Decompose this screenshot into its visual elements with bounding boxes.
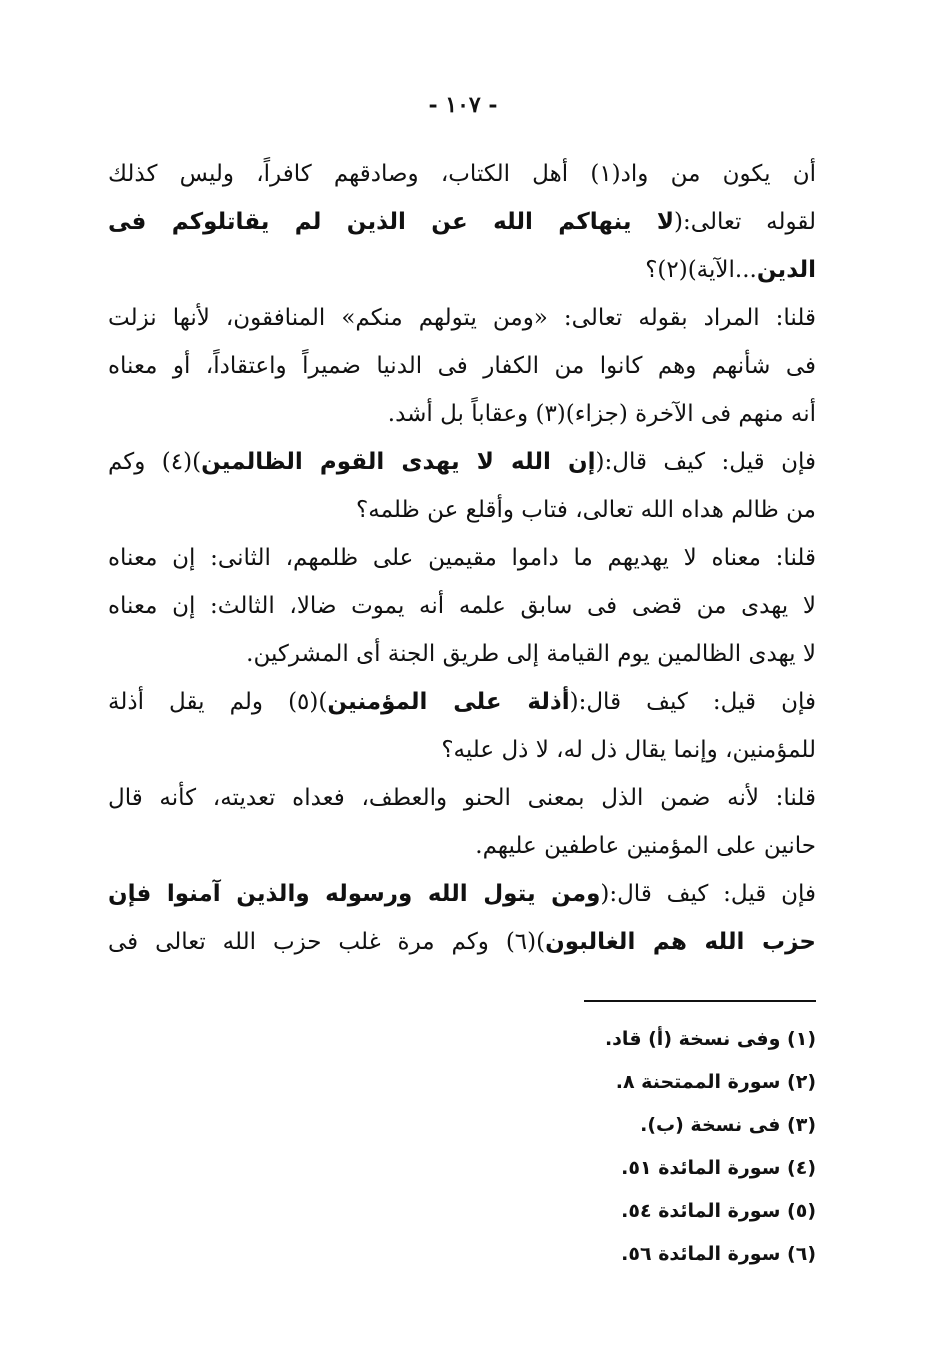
text-line xyxy=(108,630,816,678)
footnote-item: (٥) سورة المائدة ٥٤. xyxy=(621,1200,816,1222)
text-line xyxy=(108,438,816,486)
text-segment: )(٤) وكم xyxy=(108,449,202,475)
text-segment: فى شأنهم وهم كانوا من الكفار فى الدنيا ضميراً واعتقاداً، أو معناه xyxy=(108,353,816,379)
text-segment: أن يكون من واد(١) أهل الكتاب، وصادقهم كافراً، وليس كذلك xyxy=(108,161,816,187)
text-segment: لا يهدى من قضى فى سابق علمه أنه يموت ضالا، الثالث: إن معناه xyxy=(108,593,816,619)
quran-quote: حزب الله هم الغالبون xyxy=(545,929,816,955)
footnote-item: (١) وفى نسخة (أ) قاد. xyxy=(604,1028,816,1050)
text-segment: قلنا: لأنه ضمن الذل بمعنى الحنو والعطف، فعداه تعديته، كأنه قال xyxy=(108,785,816,811)
text-line xyxy=(108,582,816,630)
footnote-item: (٤) سورة المائدة ٥١. xyxy=(621,1157,816,1179)
text-line xyxy=(108,486,816,534)
text-segment: فإن قيل: كيف قال:( xyxy=(600,881,816,907)
text-line xyxy=(108,534,816,582)
text-segment: قلنا: معناه لا يهديهم ما داموا مقيمين على ظلمهم، الثانى: إن معناه xyxy=(108,545,816,571)
text-line xyxy=(108,294,816,342)
text-segment: )(٦) وكم مرة غلب حزب الله تعالى فى xyxy=(108,929,546,955)
body-text xyxy=(108,150,816,966)
text-segment: لا يهدى الظالمين يوم القيامة إلى طريق الجنة أى المشركين. xyxy=(246,641,816,667)
text-line xyxy=(108,198,816,246)
page-number: - ١٠٧ - xyxy=(428,92,498,118)
text-segment: لقوله تعالى:( xyxy=(674,209,816,235)
text-line xyxy=(108,870,816,918)
footnote-item: (٣) فى نسخة (ب). xyxy=(640,1114,816,1136)
quran-quote: أذلة على المؤمنين xyxy=(327,689,570,715)
text-line xyxy=(108,918,816,966)
quran-quote: ومن يتول الله ورسوله والذين آمنوا فإن xyxy=(108,881,601,907)
text-segment: فإن قيل: كيف قال:( xyxy=(569,689,816,715)
text-segment: )(٥) ولم يقل أذلة xyxy=(108,689,328,715)
text-line xyxy=(108,822,816,870)
text-line xyxy=(108,726,816,774)
text-segment: قلنا: المراد بقوله تعالى: «ومن يتولهم منكم» المنافقون، لأنها نزلت xyxy=(108,305,816,331)
footnote-divider xyxy=(584,1000,816,1002)
text-line xyxy=(108,390,816,438)
text-segment: من ظالم هداه الله تعالى، فتاب وأقلع عن ظلمه؟ xyxy=(356,497,816,523)
text-segment: ...الآية)(٢)؟ xyxy=(645,257,757,283)
text-line xyxy=(108,678,816,726)
text-line xyxy=(108,342,816,390)
footnote-item: (٦) سورة المائدة ٥٦. xyxy=(621,1243,816,1265)
quran-quote: الدين xyxy=(756,257,816,283)
text-segment: أنه منهم فى الآخرة (جزاء)(٣) وعقاباً بل أشد. xyxy=(387,401,816,427)
text-segment: فإن قيل: كيف قال:( xyxy=(595,449,816,475)
quran-quote: إن الله لا يهدى القوم الظالمين xyxy=(201,449,596,475)
text-line xyxy=(108,774,816,822)
text-line xyxy=(108,150,816,198)
text-line xyxy=(108,246,816,294)
text-segment: للمؤمنين، وإنما يقال ذل له، لا ذل عليه؟ xyxy=(441,737,816,763)
quran-quote: لا ينهاكم الله عن الذين لم يقاتلوكم فى xyxy=(108,209,675,235)
text-segment: حانين على المؤمنين عاطفين عليهم. xyxy=(475,833,816,859)
footnote-item: (٢) سورة الممتحنة ٨. xyxy=(615,1071,816,1093)
footnotes xyxy=(420,1018,816,1276)
